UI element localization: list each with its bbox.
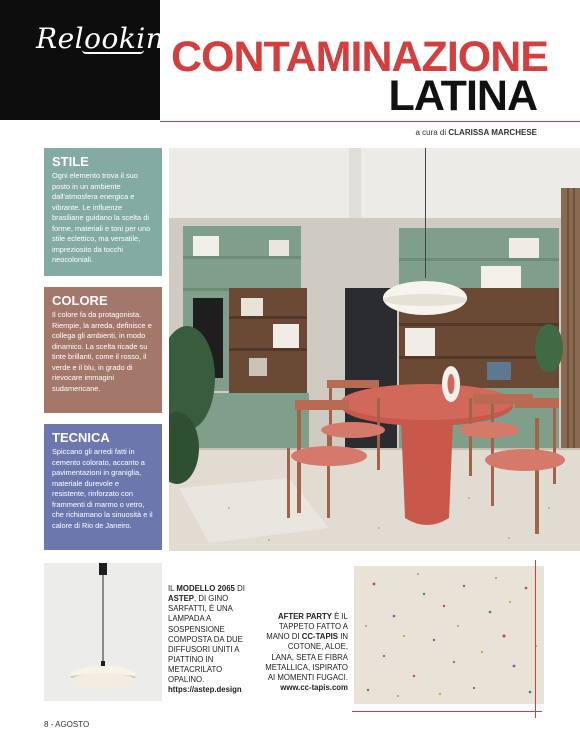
tecnica-title: TECNICA — [52, 430, 110, 445]
interior-photo — [169, 148, 580, 551]
rug-caption-text: IN COTONE, ALOE, LANA, SETA E FIBRA METALLICA, ISPIRATO AI MOMENTI FUGACI. — [265, 632, 348, 682]
article-title-line1: CONTAMINAZIONE — [171, 33, 548, 81]
lamp-product-image — [44, 563, 162, 701]
rug-rule-horizontal — [352, 711, 542, 712]
page-folio: 8 - AGOSTO — [44, 720, 90, 729]
byline — [415, 128, 537, 137]
header-rule — [160, 121, 580, 122]
rug-url-link[interactable]: www.cc-tapis.com — [280, 682, 348, 692]
section-label-swash — [82, 50, 144, 54]
rug-caption-text: È IL TAPPETO FATTO A MANO DI — [266, 612, 348, 642]
rug-brand-name: CC-TAPIS — [301, 632, 339, 642]
section-label: Relooking — [36, 22, 183, 55]
byline-prefix: a cura di — [415, 128, 447, 137]
lamp-url-link[interactable]: https://astep.design — [168, 685, 242, 695]
lamp-caption-text: DI — [237, 584, 245, 593]
rug-product-image — [354, 566, 544, 704]
article-title-line2: LATINA — [388, 72, 537, 120]
byline-author: CLARISSA MARCHESE — [448, 128, 537, 137]
rug-caption — [264, 612, 348, 693]
lamp-model-name: MODELLO 2065 — [176, 584, 235, 593]
rug-rule-vertical — [535, 560, 536, 718]
stile-box — [44, 148, 162, 276]
tecnica-box — [44, 424, 162, 550]
lamp-caption-text: IL — [168, 584, 175, 593]
tecnica-text: Spiccano gli arredi fatti in cemento colorato, accanto a pavimentazioni in graniglia, materiale durevole e resistente, rinforzato con frammenti di marmo o vetro, che richiamano la sinuosità e il calore di Rio de Janeiro. — [52, 447, 153, 530]
lamp-caption-text: , DI GINO SARFATTI, È UNA LAMPADA A SOSPENSIONE COMPOSTA DA DUE DIFFUSORI UNITI A PIATTINO IN METACRILATO OPALINO. — [168, 594, 243, 685]
lamp-caption — [168, 584, 248, 695]
stile-title: STILE — [52, 154, 89, 169]
stile-text: Ogni elemento trova il suo posto in un ambiente dall'atmosfera energica e vibrante. Le influenze brasiliane guidano la scelta di forme, materiali e toni per uno stile eclettico, ma versatile, impreziosito da tocchi neocoloniali. — [52, 171, 151, 265]
lamp-brand-name: ASTEP — [168, 594, 194, 604]
colore-title: COLORE — [52, 293, 108, 308]
section-header-block — [0, 0, 183, 120]
colore-box — [44, 287, 162, 413]
colore-text: Il colore fa da protagonista. Riempie, la arreda, definisce e collega gli ambienti, in modo dinamico. La scelta ricade su tinte brillanti, come il rosso, il verde e il blu, in grado di rievocare immagini sudamericane. — [52, 310, 152, 393]
rug-name: AFTER PARTY — [277, 612, 332, 621]
